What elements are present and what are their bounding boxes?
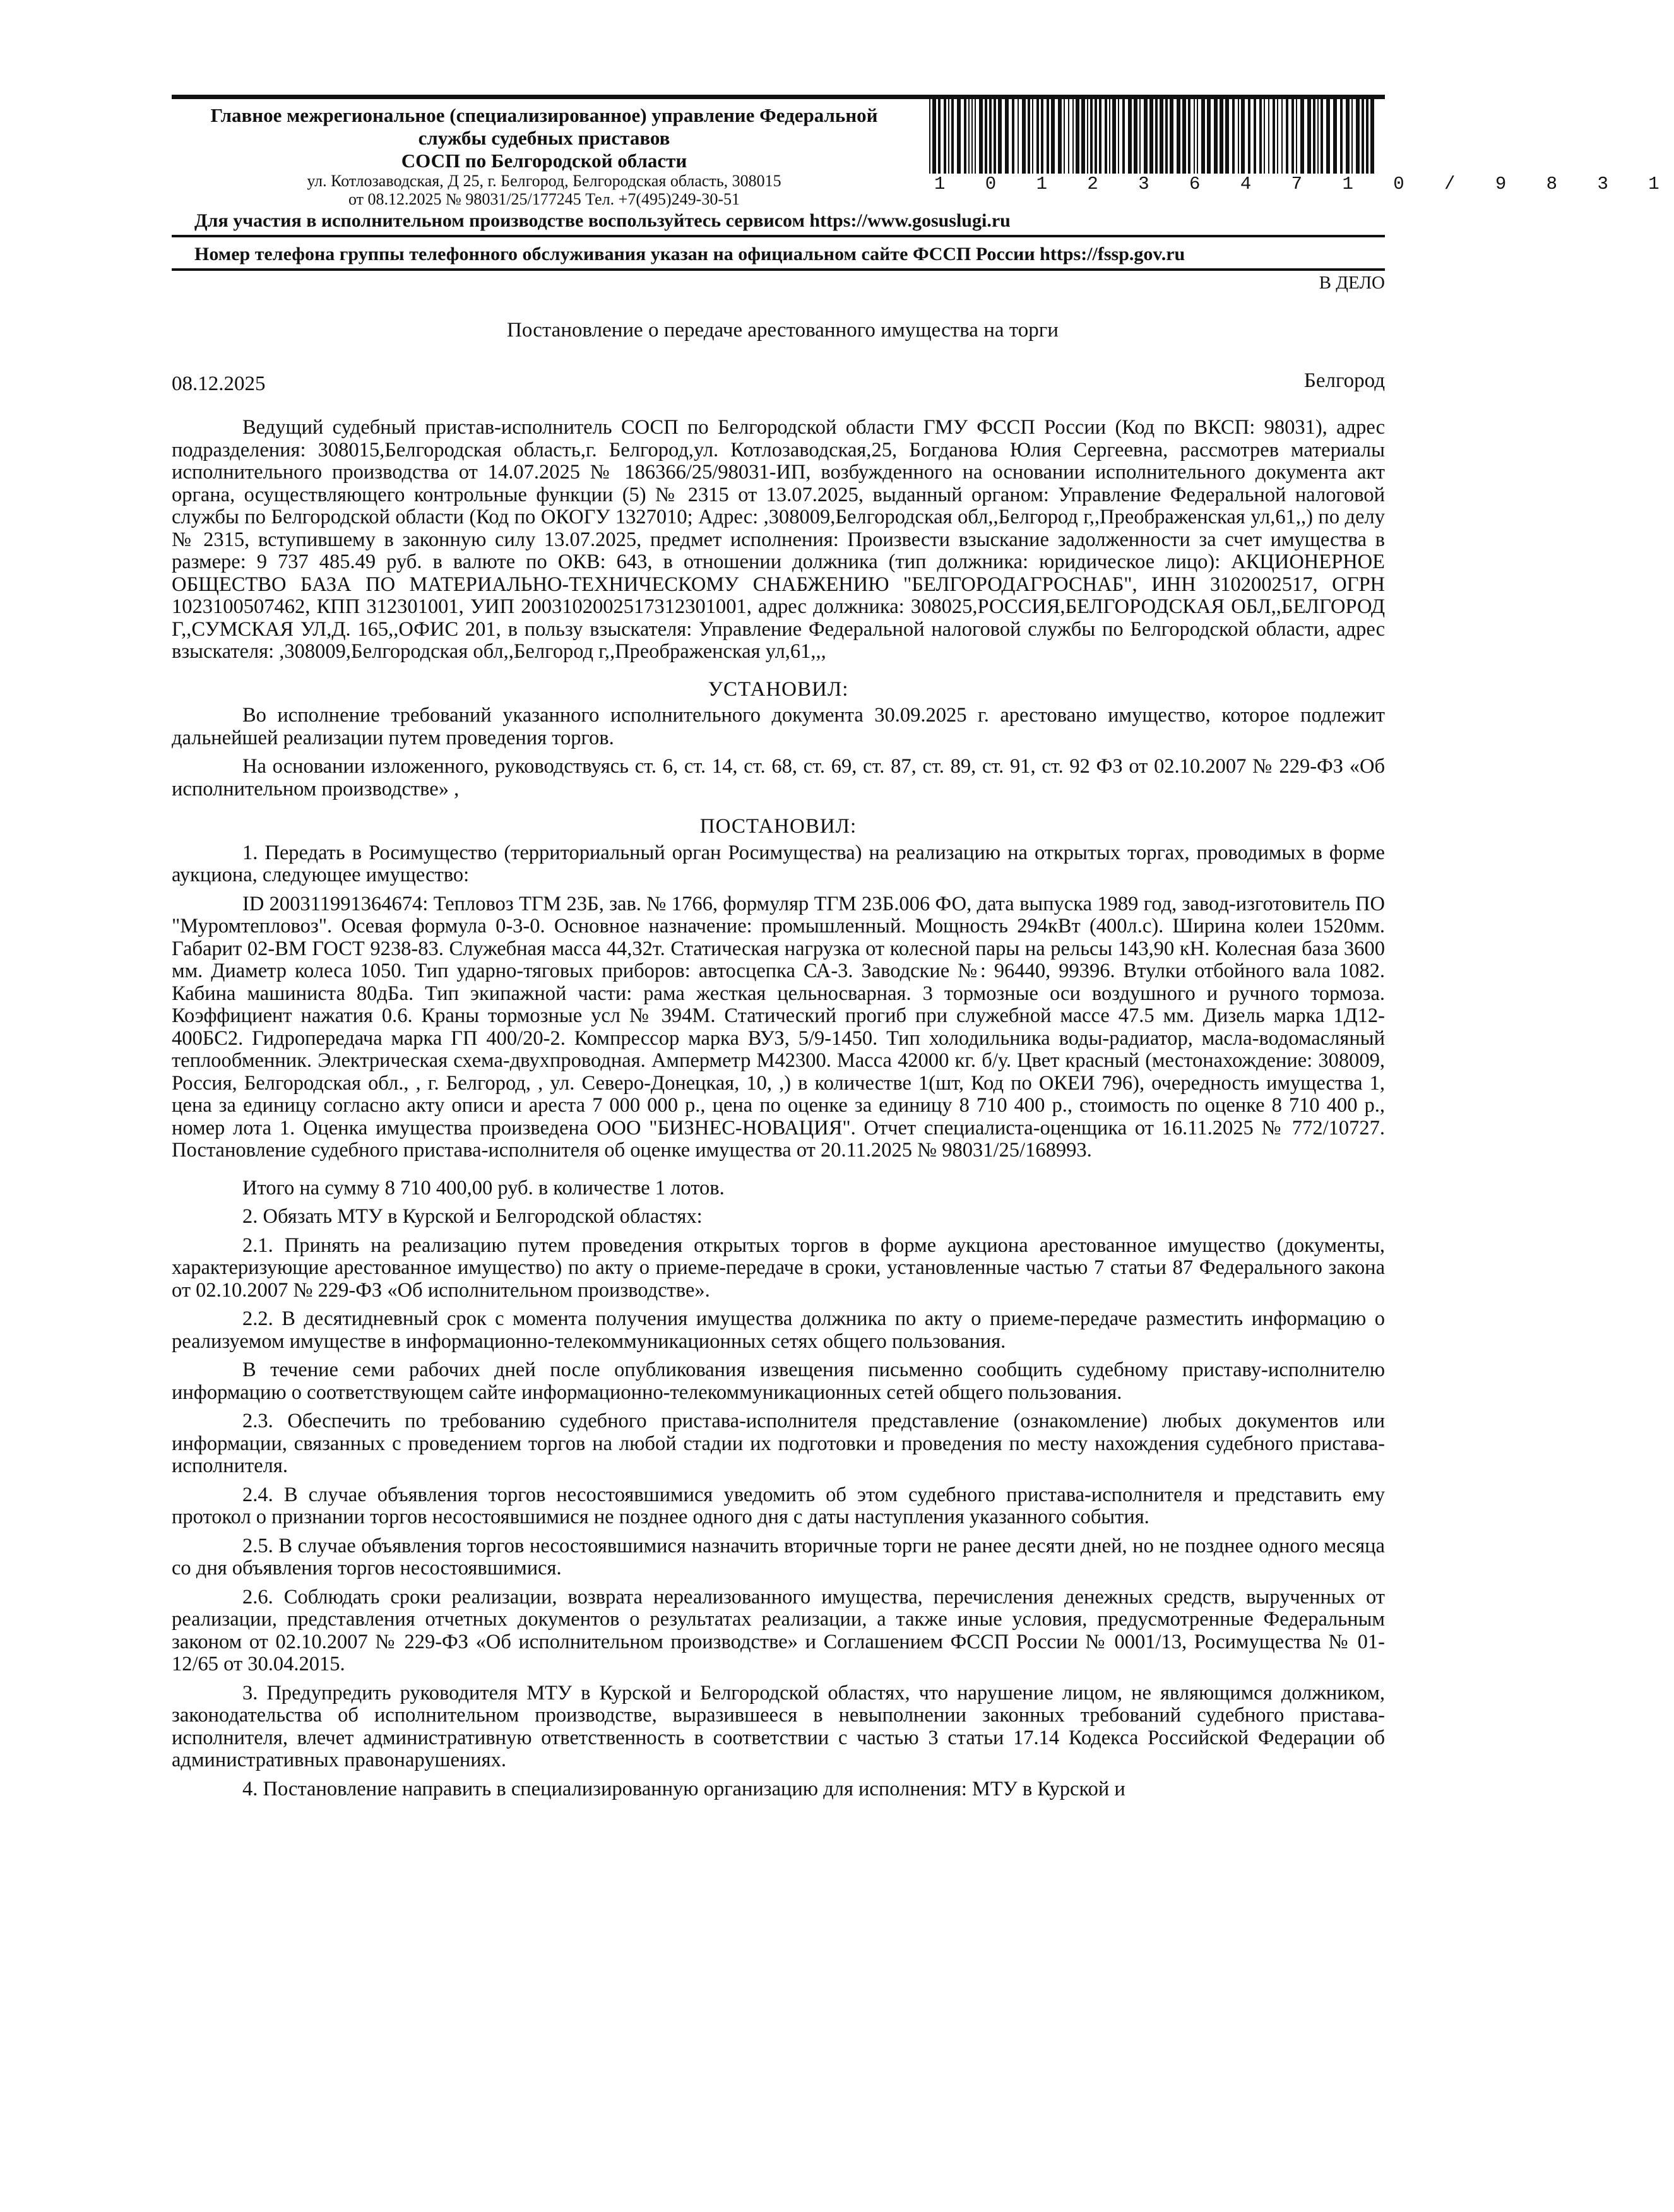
item-2-2-paragraph: 2.2. В десятидневный срок с момента получения имущества должника по акту о приеме-передаче разместить информацию о реализуемом имуществе в информационно-телекоммуникационных сетях общего пользования. [172, 1307, 1385, 1353]
established-paragraph: Во исполнение требований указанного исполнительного документа 30.09.2025 г. арестовано имущество, которое подлежит дальнейшей реализации путем проведения торгов. [172, 704, 1385, 749]
header-rule-bottom [172, 268, 1385, 271]
authority-address: ул. Котлозаводская, Д 25, г. Белгород, Белгородская область, 308015 [307, 172, 781, 190]
total-line: Итого на сумму 8 710 400,00 руб. в количестве 1 лотов. [242, 1176, 725, 1199]
item-2-paragraph: 2. Обязать МТУ в Курской и Белгородской областях: [242, 1205, 703, 1228]
basis-paragraph: На основании изложенного, руководствуясь ст. 6, ст. 14, ст. 68, ст. 69, ст. 87, ст. 89, ст. 91, ст. 92 ФЗ от 02.10.2007 № 229-ФЗ «Об исполнительном производстве» , [172, 755, 1385, 800]
item-2-1-paragraph: 2.1. Принять на реализацию путем проведения открытых торгов в форме аукциона арестованное имущество (документы, характеризующие арестованное имущество) по акту о приеме-передаче в сроки, установленные частью 7 статьи 87 Федерального закона от 02.10.2007 № 229-ФЗ «Об исполнительном производстве». [172, 1234, 1385, 1302]
issuing-authority [172, 104, 917, 172]
item-2-6-paragraph: 2.6. Соблюдать сроки реализации, возврата нереализованного имущества, перечисления денежных средств, вырученных от реализации, представления отчетных документов о результатах реализации, а также иные условия, предусмотренные Федеральным законом от 02.10.2007 № 229-ФЗ «Об исполнительном производстве» и Соглашением ФССП России № 0001/13, Росимущества № 01-12/65 от 30.04.2015. [172, 1585, 1385, 1675]
item-3-paragraph: 3. Предупредить руководителя МТУ в Курской и Белгородской областях, что нарушение лицом, не являющимся должником, законодательства об исполнительном производстве, выразившееся в невыполнении законных требований судебного пристава-исполнителя, влечет административную ответственность в соответствии с частью 3 статьи 17.14 Кодекса Российской Федерации об административных правонарушениях. [172, 1681, 1385, 1771]
intro-paragraph: Ведущий судебный пристав-исполнитель СОСП по Белгородской области ГМУ ФССП России (Код по ВКСП: 98031), адрес подразделения: 308015,Белгородская область,г. Белгород,ул. Котлозаводская,25, Богданова Юлия Сергеевна, рассмотрев материалы исполнительного производства от 14.07.2025 № 186366/25/98031-ИП, возбужденного на основании исполнительного документа акт органа, осуществляющего контрольные функции (5) № 2315 от 13.07.2025, выданный органом: Управление Федеральной налоговой службы по Белгородской области (Код по ОКОГУ 1327010; Адрес: ,308009,Белгородская обл,,Белгород г,,Преображенская ул,61,,) по делу № 2315, вступившему в законную силу 13.07.2025, предмет исполнения: Произвести взыскание задолженности за счет имущества в размере: 9 737 485.49 руб. в валюте по ОКВ: 643, в отношении должника (тип должника: юридическое лицо): АКЦИОНЕРНОЕ ОБЩЕСТВО БАЗА ПО МАТЕРИАЛЬНО-ТЕХНИЧЕСКОМУ СНАБЖЕНИЮ "БЕЛГОРОДАГРОСНАБ", ИНН 3102002517, ОГРН 1023100507462, КПП 312301001, УИП 2003102002517312301001, адрес должника: 308025,РОССИЯ,БЕЛГОРОДСКАЯ ОБЛ,,БЕЛГОРОД Г,,СУМСКАЯ УЛ,Д. 165,,ОФИС 201, в пользу взыскателя: Управление Федеральной налоговой службы по Белгородской области, адрес взыскателя: ,308009,Белгородская обл,,Белгород г,,Преображенская ул,61,,, [172, 416, 1385, 663]
document-city: Белгород [1303, 369, 1385, 392]
item-2-5-paragraph: 2.5. В случае объявления торгов несостоявшимися назначить вторичные торги не ранее десяти дней, но не позднее одного месяца со дня объявления торгов несостоявшимися. [172, 1534, 1385, 1579]
authority-line-3: СОСП по Белгородской области [401, 150, 687, 172]
document-reference: от 08.12.2025 № 98031/25/177245 Тел. +7(495)249-30-51 [348, 190, 740, 208]
barcode-number: 1 0 1 2 3 6 4 7 1 0 / 9 8 3 1 [934, 174, 1674, 194]
heading-resolved: ПОСТАНОВИЛ: [699, 815, 857, 838]
gosuslugi-note: Для участия в исполнительном производстве воспользуйтесь сервисом https://www.gosuslugi.ru [194, 210, 1011, 231]
item-2-3-paragraph: 2.3. Обеспечить по требованию судебного пристава-исполнителя представление (ознакомление) любых документов или информации, связанных с проведением торгов на любой стадии их подготовки и проведения по месту нахождения судебного пристава-исполнителя. [172, 1410, 1385, 1477]
file-mark: В ДЕЛО [1319, 273, 1385, 293]
authority-line-2: службы судебных приставов [418, 127, 670, 149]
document-title: Постановление о передаче арестованного имущества на торги [507, 319, 1059, 342]
item-1-paragraph: 1. Передать в Росимущество (территориальный орган Росимущества) на реализацию на открытых торгах, проводимых в форме аукциона, следующее имущество: [172, 841, 1385, 886]
item-4-paragraph: 4. Постановление направить в специализированную организацию для исполнения: МТУ в Курской и [242, 1777, 1125, 1800]
phone-service-note: Номер телефона группы телефонного обслуживания указан на официальном сайте ФССП России https://fssp.gov.ru [194, 244, 1185, 265]
barcode-image [927, 98, 1381, 174]
document-date: 08.12.2025 [172, 372, 266, 395]
property-description: ID 200311991364674: Тепловоз ТГМ 23Б, зав. № 1766, формуляр ТГМ 23Б.006 ФО, дата выпуска 1989 год, завод-изготовитель ПО "Муромтепловоз". Осевая формула 0-3-0. Основное назначение: промышленный. Мощность 294кВт (400л.с). Ширина колеи 1520мм. Габарит 02-ВМ ГОСТ 9238-83. Служебная масса 44,32т. Статическая нагрузка от колесной пары на рельсы 143,90 кН. Колесная база 3600 мм. Диаметр колеса 1050. Тип ударно-тяговых приборов: автосцепка СА-3. Заводские №: 96440, 99396. Втулки отбойного вала 1082. Кабина машиниста 80дБа. Тип экипажной части: рама жесткая цельносварная. 3 тормозные оси воздушного и ручного тормоза. Коэффициент нажатия 0.6. Краны тормозные усл № 394М. Статический прогиб при служебной массе 47.5 мм. Дизель марка 1Д12-400БС2. Гидропередача марка ГП 400/20-2. Компрессор марка ВУЗ, 5/9-1450. Тип холодильника воды-радиатор, масла-водомасляный теплообменник. Электрическая схема-двухпроводная. Амперметр М42300. Масса 42000 кг. б/у. Цвет красный (местонахождение: 308009, Россия, Белгородская обл., , г. Белгород, , ул. Северо-Донецкая, 10, ,) в количестве 1(шт, Код по ОКЕИ 796), очередность имущества 1, цена за единицу согласно акту описи и ареста 7 000 000 р., цена по оценке за единицу 8 710 400 р., стоимость по оценке 8 710 400 р., номер лота 1. Оценка имущества произведена ООО "БИЗНЕС-НОВАЦИЯ". Отчет специалиста-оценщика от 16.11.2025 № 772/10727. Постановление судебного пристава-исполнителя об оценке имущества от 20.11.2025 № 98031/25/168993. [172, 892, 1385, 1162]
item-2-2b-paragraph: В течение семи рабочих дней после опубликования извещения письменно сообщить судебному приставу-исполнителю информацию о соответствующем сайте информационно-телекоммуникационных сетей общего пользования. [172, 1359, 1385, 1404]
document-body [172, 417, 1385, 1807]
authority-contacts [172, 172, 917, 208]
heading-established: УСТАНОВИЛ: [708, 677, 849, 701]
item-2-4-paragraph: 2.4. В случае объявления торгов несостоявшимися уведомить об этом судебного пристава-исполнителя и представить ему протокол о признании торгов несостоявшимися не позднее одного дня с даты наступления указанного события. [172, 1483, 1385, 1528]
authority-line-1: Главное межрегиональное (специализированное) управление Федеральной [210, 104, 878, 126]
header-rule-middle [172, 235, 1385, 237]
